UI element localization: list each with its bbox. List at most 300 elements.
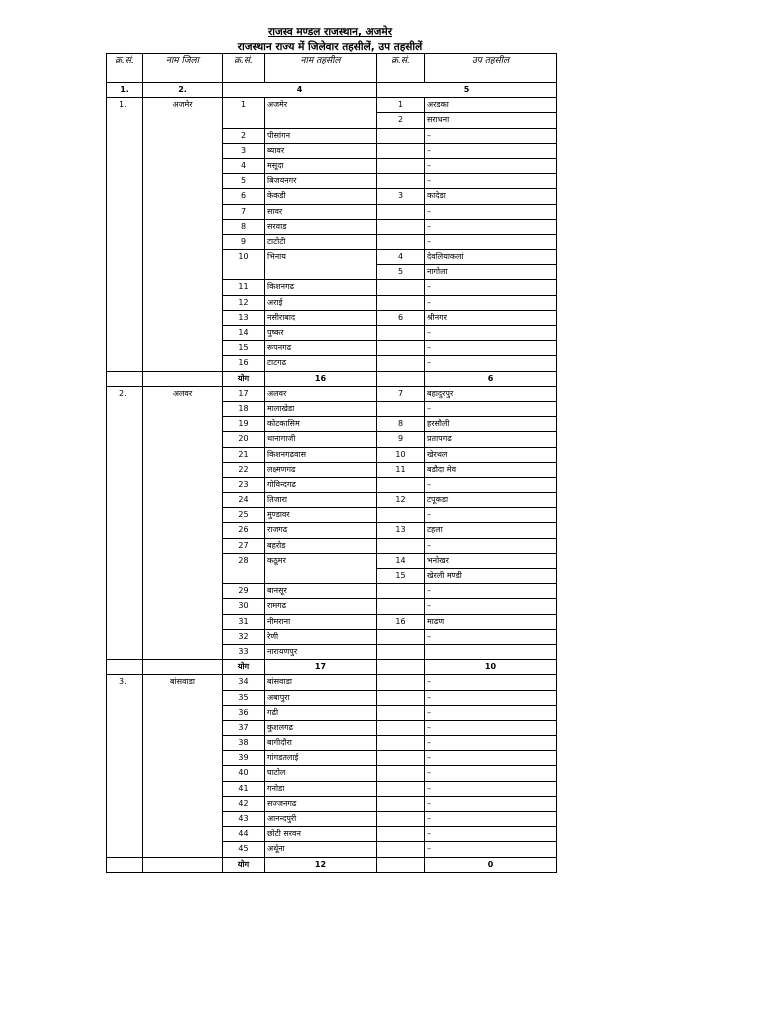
table-row (107, 265, 557, 280)
tehsil-serial: 14 (223, 326, 265, 341)
tehsil-name: अराई (265, 295, 377, 310)
table-row (107, 326, 557, 341)
sub-tehsil-name: अरडका (425, 98, 557, 113)
tehsil-serial: 45 (223, 842, 265, 857)
sub-tehsil-name: कादेडा (425, 189, 557, 204)
sub-tehsil-name: – (425, 751, 557, 766)
sub-tehsil-serial (377, 736, 425, 751)
header-serial: क्र.सं. (107, 54, 143, 83)
district-name (143, 812, 223, 827)
tehsil-serial: 18 (223, 401, 265, 416)
sub-tehsil-serial: 7 (377, 386, 425, 401)
tehsil-serial: 12 (223, 295, 265, 310)
table-row (107, 386, 557, 401)
sub-tehsil-serial (377, 204, 425, 219)
col-number: 1. (107, 83, 143, 98)
district-serial (107, 113, 143, 128)
total-label: योग (223, 371, 265, 386)
district-serial (107, 447, 143, 462)
sub-tehsil-name: – (425, 538, 557, 553)
sub-tehsil-serial (377, 174, 425, 189)
tehsil-serial: 11 (223, 280, 265, 295)
table-row (107, 280, 557, 295)
sub-tehsil-serial (377, 477, 425, 492)
sub-tehsil-name: हरसौली (425, 417, 557, 432)
table-row (107, 508, 557, 523)
table-row (107, 523, 557, 538)
table-row (107, 553, 557, 568)
district-name (143, 417, 223, 432)
sub-tehsil-serial (377, 128, 425, 143)
sub-tehsil-name: खेरली मण्डी (425, 569, 557, 584)
tehsil-serial: 39 (223, 751, 265, 766)
district-name: अजमेर (143, 98, 223, 113)
total-blank (143, 371, 223, 386)
sub-tehsil-serial: 10 (377, 447, 425, 462)
tehsil-serial: 23 (223, 477, 265, 492)
sub-tehsil-name: देवलियाकलां (425, 250, 557, 265)
district-serial (107, 219, 143, 234)
tehsil-serial: 41 (223, 781, 265, 796)
col-number: 2. (143, 83, 223, 98)
tehsil-name: घाटोल (265, 766, 377, 781)
tehsil-serial: 2 (223, 128, 265, 143)
tehsil-total: 17 (265, 660, 377, 675)
sub-tehsil-serial (377, 720, 425, 735)
sub-tehsil-name: खेरथल (425, 447, 557, 462)
tehsil-name: टाटगढ (265, 356, 377, 371)
sub-tehsil-serial (377, 341, 425, 356)
sub-tehsil-serial (377, 796, 425, 811)
tehsil-name: राजगढ (265, 523, 377, 538)
sub-tehsil-name: – (425, 584, 557, 599)
district-name (143, 690, 223, 705)
district-serial (107, 705, 143, 720)
sub-tehsil-name: प्रतापगढ (425, 432, 557, 447)
tehsil-name: थानागाजी (265, 432, 377, 447)
sub-tehsil-name: – (425, 720, 557, 735)
district-serial (107, 842, 143, 857)
district-serial (107, 310, 143, 325)
tehsil-serial: 33 (223, 644, 265, 659)
col-number: 5 (377, 83, 557, 98)
sub-tehsil-serial (377, 538, 425, 553)
total-row (107, 371, 557, 386)
district-serial (107, 812, 143, 827)
district-name (143, 644, 223, 659)
sub-tehsil-serial (377, 842, 425, 857)
tehsil-name: बानसूर (265, 584, 377, 599)
sub-tehsil-serial (377, 584, 425, 599)
table-header-row (107, 54, 557, 83)
total-blank (107, 371, 143, 386)
sub-tehsil-name: बडौदा मेव (425, 462, 557, 477)
district-name (143, 538, 223, 553)
tehsil-serial: 40 (223, 766, 265, 781)
sub-tehsil-serial: 2 (377, 113, 425, 128)
district-serial (107, 644, 143, 659)
district-name (143, 720, 223, 735)
table-row (107, 477, 557, 492)
district-serial (107, 553, 143, 568)
tehsil-total: 12 (265, 857, 377, 872)
sub-tehsil-name: – (425, 796, 557, 811)
tehsil-name: किशनगढवास (265, 447, 377, 462)
total-blank (377, 660, 425, 675)
sub-tehsil-name: माढण (425, 614, 557, 629)
district-serial (107, 143, 143, 158)
tehsil-serial: 34 (223, 675, 265, 690)
tehsil-name: ब्यावर (265, 143, 377, 158)
col-number: 4 (223, 83, 377, 98)
sub-tehsil-name: – (425, 128, 557, 143)
tehsil-name: नसीराबाद (265, 310, 377, 325)
tehsil-name: अजमेर (265, 98, 377, 113)
district-serial (107, 432, 143, 447)
tehsil-name: सज्जनगढ (265, 796, 377, 811)
sub-tehsil-serial (377, 705, 425, 720)
sub-tehsil-serial (377, 234, 425, 249)
district-serial (107, 234, 143, 249)
district-name (143, 174, 223, 189)
tehsil-name: केकडी (265, 189, 377, 204)
district-serial (107, 827, 143, 842)
sub-tehsil-serial (377, 295, 425, 310)
sub-tehsil-name: – (425, 356, 557, 371)
tehsil-name: रेणी (265, 629, 377, 644)
district-serial (107, 599, 143, 614)
sub-tehsil-serial (377, 781, 425, 796)
tehsil-name: बहरोड (265, 538, 377, 553)
sub-tehsil-name: – (425, 280, 557, 295)
tehsil-name: आनन्दपुरी (265, 812, 377, 827)
table-row (107, 234, 557, 249)
tehsil-name (265, 113, 377, 128)
district-name (143, 143, 223, 158)
district-name (143, 796, 223, 811)
table-row (107, 462, 557, 477)
page-subtitle: राजस्थान राज्य में जिलेवार तहसीलें, उप तहसीलें (237, 41, 423, 53)
sub-tehsil-serial: 12 (377, 493, 425, 508)
sub-tehsil-name: – (425, 341, 557, 356)
tehsil-name: छोटी सरवन (265, 827, 377, 842)
district-serial (107, 189, 143, 204)
tehsil-serial: 22 (223, 462, 265, 477)
district-serial: 1. (107, 98, 143, 113)
tehsil-serial: 29 (223, 584, 265, 599)
tehsil-name (265, 265, 377, 280)
district-serial (107, 341, 143, 356)
sub-tehsil-serial: 6 (377, 310, 425, 325)
district-serial (107, 736, 143, 751)
district-name (143, 341, 223, 356)
district-serial (107, 629, 143, 644)
total-blank (107, 660, 143, 675)
tehsil-serial: 35 (223, 690, 265, 705)
tehsil-serial: 32 (223, 629, 265, 644)
sub-tehsil-name: सराधना (425, 113, 557, 128)
tehsil-name: सरवाड (265, 219, 377, 234)
sub-tehsil-name: – (425, 219, 557, 234)
district-name (143, 219, 223, 234)
tehsil-serial: 7 (223, 204, 265, 219)
tehsil-serial: 19 (223, 417, 265, 432)
sub-tehsil-serial: 16 (377, 614, 425, 629)
tehsil-serial: 42 (223, 796, 265, 811)
district-name (143, 250, 223, 265)
sub-tehsil-serial (377, 690, 425, 705)
sub-tehsil-serial (377, 219, 425, 234)
table-row (107, 310, 557, 325)
sub-tehsil-serial (377, 143, 425, 158)
district-name: बांसवाडा (143, 675, 223, 690)
tehsil-serial: 3 (223, 143, 265, 158)
sub-tehsil-name: – (425, 675, 557, 690)
sub-tehsil-name: – (425, 827, 557, 842)
district-name (143, 477, 223, 492)
tehsil-name: अलवर (265, 386, 377, 401)
district-serial (107, 614, 143, 629)
district-name (143, 310, 223, 325)
sub-tehsil-serial: 3 (377, 189, 425, 204)
district-name (143, 265, 223, 280)
tehsil-name: गांगडतलाई (265, 751, 377, 766)
sub-tehsil-serial: 4 (377, 250, 425, 265)
tehsil-serial: 17 (223, 386, 265, 401)
table-row (107, 417, 557, 432)
tehsil-name: रामगढ (265, 599, 377, 614)
table-row (107, 98, 557, 113)
sub-tehsil-name: – (425, 766, 557, 781)
total-blank (377, 371, 425, 386)
district-serial (107, 204, 143, 219)
sub-tehsil-serial: 1 (377, 98, 425, 113)
district-name (143, 599, 223, 614)
sub-tehsil-serial (377, 158, 425, 173)
district-name (143, 736, 223, 751)
page-title: राजस्व मण्डल राजस्थान, अजमेर (267, 26, 392, 38)
tehsil-serial: 6 (223, 189, 265, 204)
sub-tehsil-serial: 8 (377, 417, 425, 432)
district-serial (107, 128, 143, 143)
table-row (107, 158, 557, 173)
district-serial (107, 174, 143, 189)
sub-tehsil-name: भनोखर (425, 553, 557, 568)
table-row (107, 128, 557, 143)
district-serial (107, 690, 143, 705)
sub-tehsil-name: टपूकडा (425, 493, 557, 508)
header-sub-tehsil: उप तहसील (425, 54, 557, 83)
tehsil-serial: 28 (223, 553, 265, 568)
sub-tehsil-serial (377, 599, 425, 614)
district-serial (107, 158, 143, 173)
sub-tehsil-name: – (425, 781, 557, 796)
table-row (107, 781, 557, 796)
tehsil-name: नारायणपुर (265, 644, 377, 659)
district-serial (107, 462, 143, 477)
district-name (143, 705, 223, 720)
tehsil-name: पीसांगन (265, 128, 377, 143)
sub-tehsil-name: – (425, 295, 557, 310)
sub-tehsil-serial: 9 (377, 432, 425, 447)
header-district: नाम जिला (143, 54, 223, 83)
tehsil-serial: 36 (223, 705, 265, 720)
sub-tehsil-name: – (425, 174, 557, 189)
total-row (107, 857, 557, 872)
tehsil-name: पुष्कर (265, 326, 377, 341)
tehsil-name: मसूदा (265, 158, 377, 173)
sub-tehsil-total: 0 (425, 857, 557, 872)
district-serial (107, 751, 143, 766)
tehsil-name: कुशलगढ (265, 720, 377, 735)
district-serial (107, 326, 143, 341)
header-sub-serial: क्र.सं. (377, 54, 425, 83)
district-name (143, 113, 223, 128)
district-name (143, 326, 223, 341)
tehsil-serial: 43 (223, 812, 265, 827)
table-row (107, 584, 557, 599)
district-name (143, 827, 223, 842)
district-serial (107, 265, 143, 280)
district-name (143, 751, 223, 766)
column-number-row (107, 83, 557, 98)
tehsil-name: सावर (265, 204, 377, 219)
tehsil-serial: 20 (223, 432, 265, 447)
table-row (107, 447, 557, 462)
sub-tehsil-serial (377, 629, 425, 644)
sub-tehsil-name: – (425, 705, 557, 720)
table-row (107, 401, 557, 416)
table-row (107, 219, 557, 234)
sub-tehsil-serial: 11 (377, 462, 425, 477)
table-row (107, 842, 557, 857)
table-row (107, 174, 557, 189)
district-name (143, 569, 223, 584)
tehsil-name: मुण्डावर (265, 508, 377, 523)
tehsil-name: अर्थूना (265, 842, 377, 857)
tehsil-serial: 21 (223, 447, 265, 462)
tehsil-name: गोविन्दगढ (265, 477, 377, 492)
sub-tehsil-name: – (425, 736, 557, 751)
tehsil-serial: 5 (223, 174, 265, 189)
district-serial (107, 569, 143, 584)
district-serial (107, 720, 143, 735)
tehsil-serial (223, 569, 265, 584)
total-row (107, 660, 557, 675)
district-serial (107, 493, 143, 508)
tehsil-serial: 10 (223, 250, 265, 265)
sub-tehsil-serial (377, 280, 425, 295)
tehsil-serial: 37 (223, 720, 265, 735)
district-name (143, 629, 223, 644)
table-row (107, 204, 557, 219)
sub-tehsil-serial (377, 751, 425, 766)
table-row (107, 614, 557, 629)
table-row (107, 812, 557, 827)
district-name (143, 432, 223, 447)
table-row (107, 827, 557, 842)
tehsil-name (265, 569, 377, 584)
sub-tehsil-serial (377, 766, 425, 781)
district-serial (107, 781, 143, 796)
district-name (143, 614, 223, 629)
tehsil-name: भिनाय (265, 250, 377, 265)
district-name (143, 781, 223, 796)
table-row (107, 250, 557, 265)
tehsil-name: नीमराना (265, 614, 377, 629)
tehsil-serial: 24 (223, 493, 265, 508)
tehsil-name: बिजयनगर (265, 174, 377, 189)
sub-tehsil-name: – (425, 143, 557, 158)
table-row (107, 796, 557, 811)
sub-tehsil-name: टहला (425, 523, 557, 538)
total-label: योग (223, 857, 265, 872)
district-serial (107, 766, 143, 781)
sub-tehsil-name: श्रीनगर (425, 310, 557, 325)
district-serial: 3. (107, 675, 143, 690)
sub-tehsil-serial (377, 326, 425, 341)
district-name (143, 356, 223, 371)
district-serial (107, 477, 143, 492)
district-serial (107, 295, 143, 310)
table-row (107, 143, 557, 158)
sub-tehsil-name: – (425, 234, 557, 249)
district-serial (107, 796, 143, 811)
district-serial (107, 280, 143, 295)
tehsil-serial: 26 (223, 523, 265, 538)
tehsil-serial: 13 (223, 310, 265, 325)
total-blank (107, 857, 143, 872)
table-row (107, 432, 557, 447)
district-name (143, 493, 223, 508)
sub-tehsil-name: – (425, 629, 557, 644)
district-name (143, 158, 223, 173)
sub-tehsil-serial (377, 827, 425, 842)
sub-tehsil-total: 6 (425, 371, 557, 386)
district-serial (107, 250, 143, 265)
sub-tehsil-serial: 13 (377, 523, 425, 538)
district-name (143, 128, 223, 143)
sub-tehsil-total: 10 (425, 660, 557, 675)
sub-tehsil-name: नागोला (425, 265, 557, 280)
tehsil-name: कोटकासिम (265, 417, 377, 432)
tehsil-name: कठूमर (265, 553, 377, 568)
district-serial (107, 538, 143, 553)
table-row (107, 341, 557, 356)
district-name (143, 842, 223, 857)
sub-tehsil-name: – (425, 326, 557, 341)
table-row (107, 599, 557, 614)
tehsil-serial: 9 (223, 234, 265, 249)
tehsil-serial: 1 (223, 98, 265, 113)
tehsil-total: 16 (265, 371, 377, 386)
district-name (143, 401, 223, 416)
district-serial (107, 401, 143, 416)
district-name (143, 584, 223, 599)
table-row (107, 675, 557, 690)
tehsil-serial: 27 (223, 538, 265, 553)
sub-tehsil-serial (377, 401, 425, 416)
total-blank (143, 660, 223, 675)
sub-tehsil-serial (377, 675, 425, 690)
sub-tehsil-serial (377, 356, 425, 371)
table-row (107, 736, 557, 751)
sub-tehsil-name: – (425, 477, 557, 492)
district-serial (107, 584, 143, 599)
table-row (107, 644, 557, 659)
table-row (107, 751, 557, 766)
tehsil-name: किशनगढ (265, 280, 377, 295)
